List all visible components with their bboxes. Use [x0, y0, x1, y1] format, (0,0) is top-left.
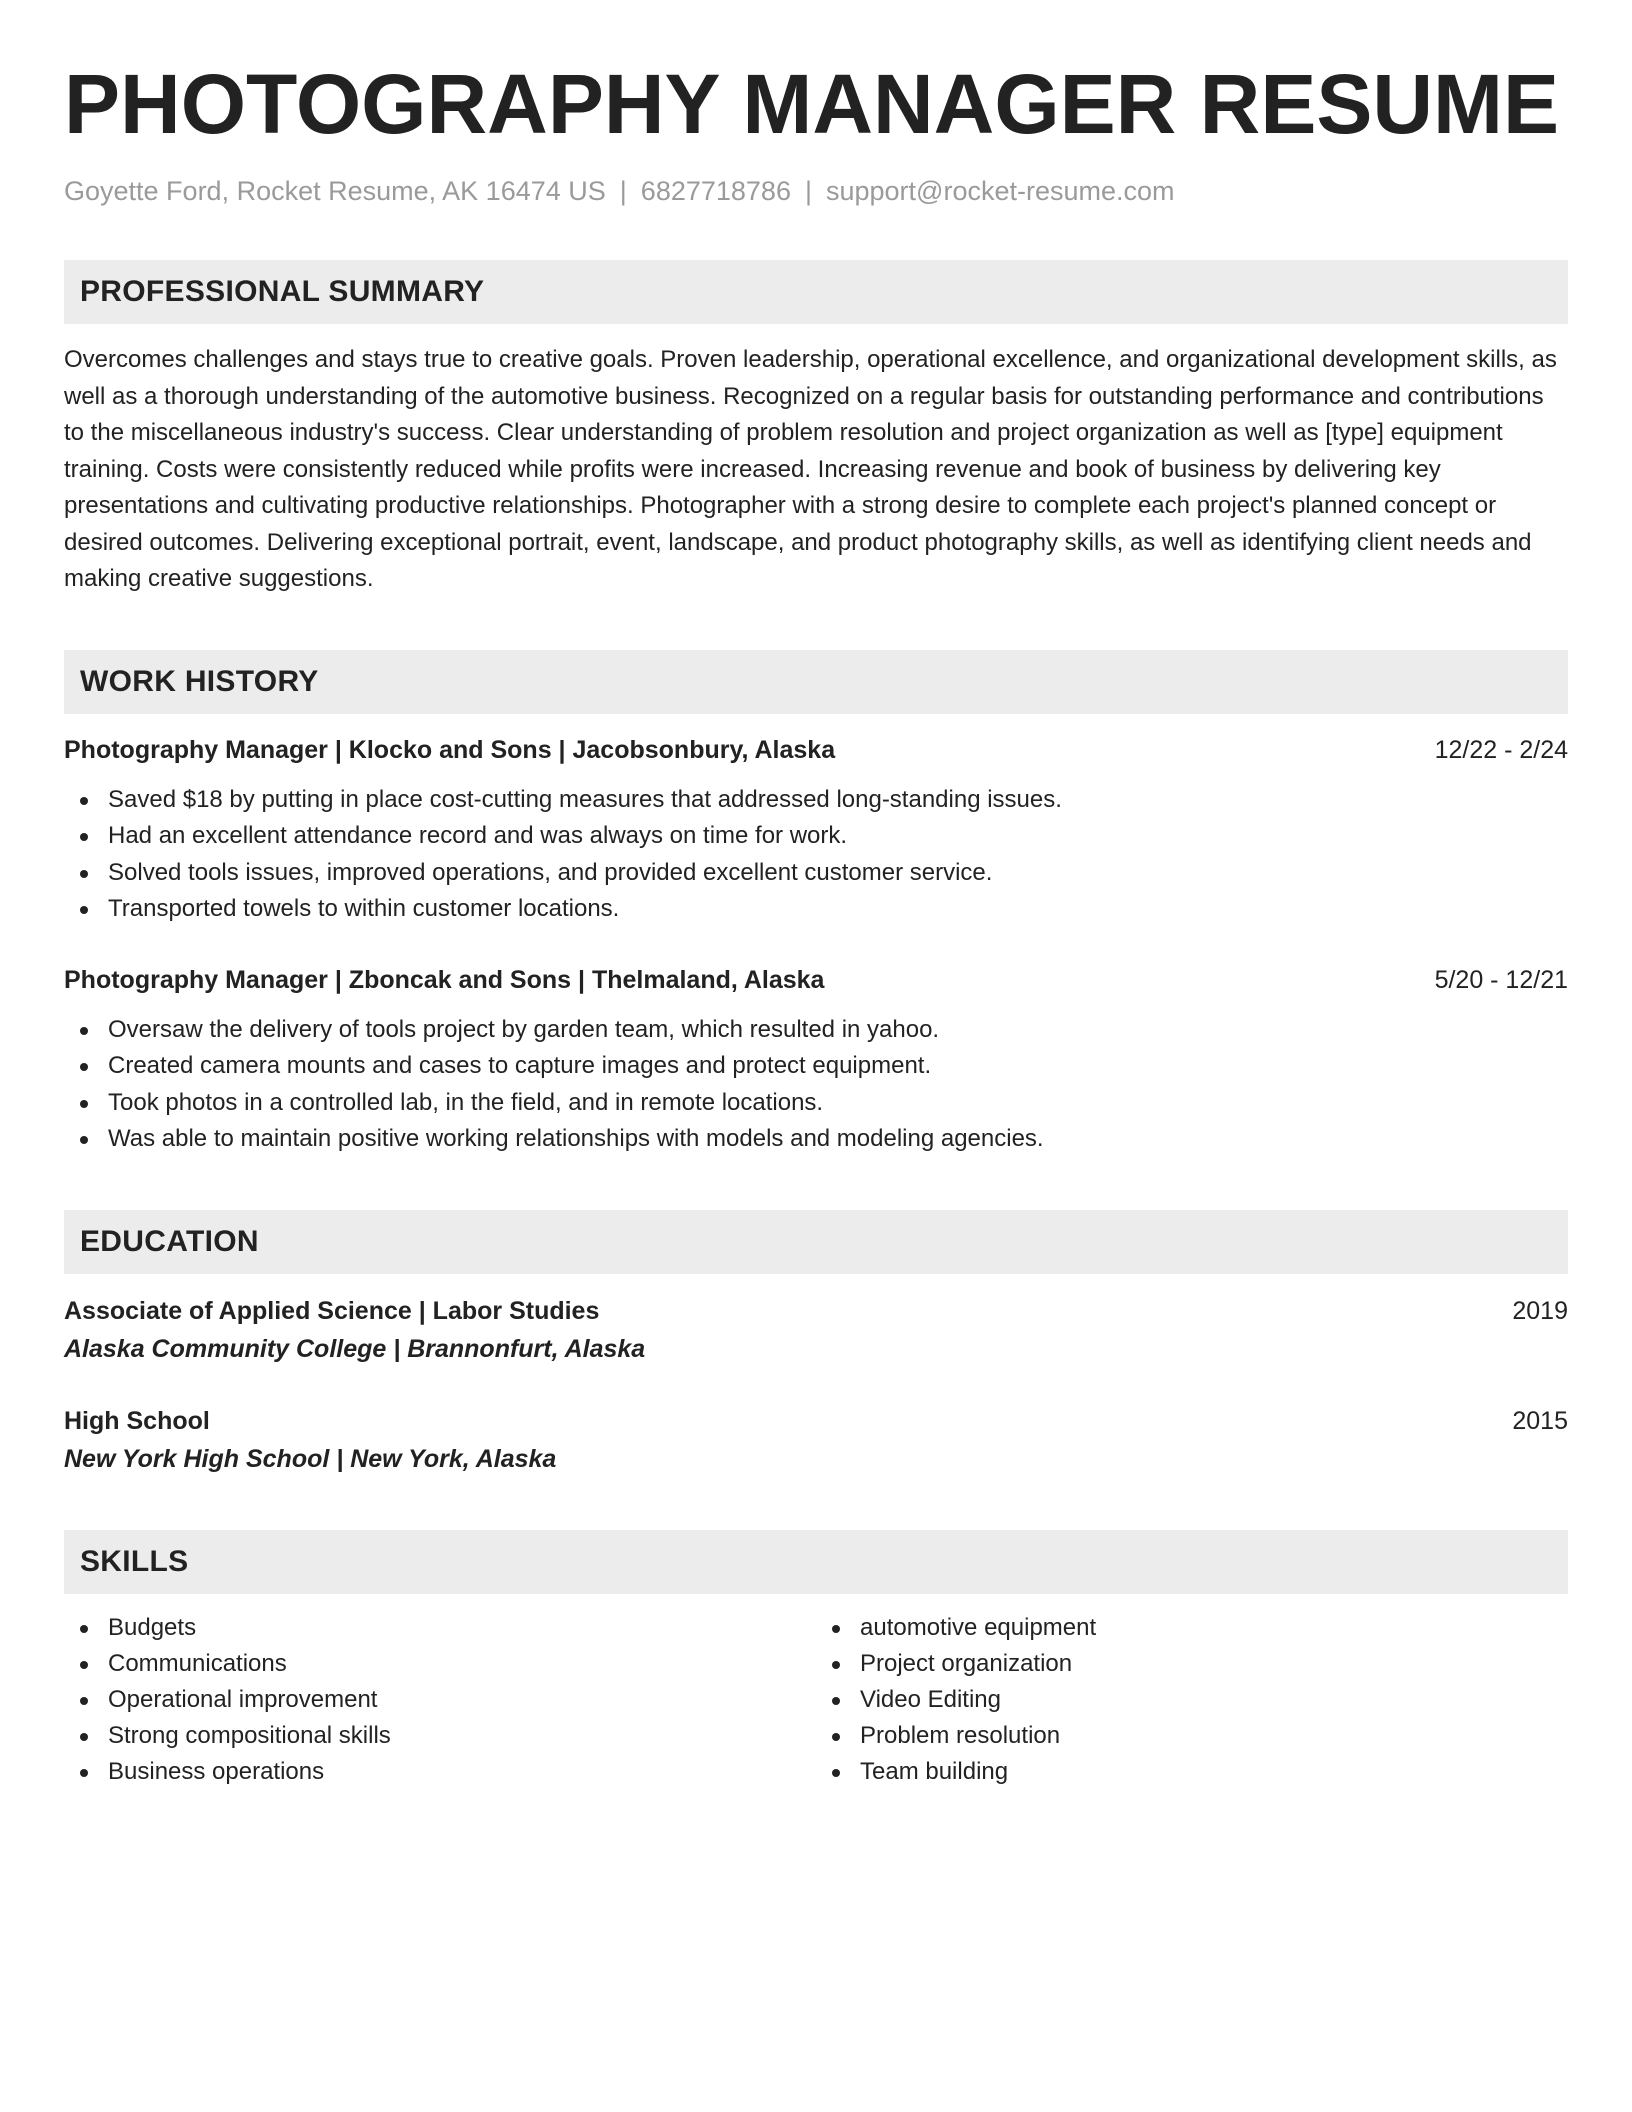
- education-header: [64, 1402, 1568, 1440]
- education-entry: [64, 1402, 1568, 1478]
- education-entry: [64, 1292, 1568, 1368]
- skill-item: Communications: [64, 1646, 816, 1682]
- education-school: New York High School | New York, Alaska: [64, 1444, 557, 1473]
- job-title: Photography Manager | Klocko and Sons | Jacobsonbury, Alaska: [64, 735, 836, 764]
- job-title: Photography Manager | Zboncak and Sons | Thelmaland, Alaska: [64, 965, 825, 994]
- contact-phone: 6827718786: [640, 176, 791, 206]
- summary-text: Overcomes challenges and stays true to creative goals. Proven leadership, operational excellence, and organizational development skills, as well as a thorough understanding of the automotive business. Recognized on a regular basis for outstanding performance and contributions to the miscellaneous industry's success. Clear understanding of problem resolution and project organization as well as [type] equipment training. Costs were consistently reduced while profits were increased. Increasing revenue and book of business by delivering key presentations and cultivating productive relationships. Photographer with a strong desire to complete each project's planned concept or desired outcomes. Delivering exceptional portrait, event, landscape, and product photography skills, as well as identifying client needs and making creative suggestions.: [64, 346, 1557, 592]
- resume-title: PHOTOGRAPHY MANAGER RESUME: [64, 57, 1560, 151]
- skill-item: Budgets: [64, 1610, 816, 1646]
- skill-item: Problem resolution: [816, 1718, 1568, 1754]
- skill-item: Video Editing: [816, 1682, 1568, 1718]
- contact-line: [64, 174, 1568, 208]
- skill-item: Strong compositional skills: [64, 1718, 816, 1754]
- section-heading-work-history: WORK HISTORY: [64, 650, 1568, 714]
- job-dates: 5/20 - 12/21: [1434, 965, 1568, 994]
- job-header: [64, 962, 1568, 998]
- job-bullets: [64, 1012, 1568, 1158]
- education-header: [64, 1292, 1568, 1330]
- job-header: [64, 732, 1568, 768]
- skill-item: Team building: [816, 1754, 1568, 1790]
- skill-item: Operational improvement: [64, 1682, 816, 1718]
- job-entry: [64, 962, 1568, 1158]
- job-dates: 12/22 - 2/24: [1434, 735, 1568, 764]
- education-school: Alaska Community College | Brannonfurt, Alaska: [64, 1334, 646, 1363]
- education-degree: Associate of Applied Science | Labor Studies: [64, 1296, 600, 1325]
- job-bullet: Saved $18 by putting in place cost-cutting measures that addressed long-standing issues.: [64, 782, 1568, 819]
- job-entry: [64, 732, 1568, 928]
- skills-list: [64, 1610, 1568, 1790]
- job-bullet: Was able to maintain positive working relationships with models and modeling agencies.: [64, 1121, 1568, 1158]
- education-degree: High School: [64, 1406, 210, 1435]
- skill-item: Business operations: [64, 1754, 816, 1790]
- job-bullet: Solved tools issues, improved operations, and provided excellent customer service.: [64, 855, 1568, 892]
- section-heading-summary: PROFESSIONAL SUMMARY: [64, 260, 1568, 324]
- contact-email: support@rocket-resume.com: [825, 176, 1175, 206]
- skills-column-left: [64, 1610, 816, 1790]
- job-bullet: Transported towels to within customer locations.: [64, 891, 1568, 928]
- skill-item: Project organization: [816, 1646, 1568, 1682]
- contact-address: Goyette Ford, Rocket Resume, AK 16474 US: [64, 176, 606, 206]
- education-year: 2019: [1512, 1296, 1568, 1325]
- section-heading-education: EDUCATION: [64, 1210, 1568, 1274]
- section-heading-skills: SKILLS: [64, 1530, 1568, 1594]
- skills-column-right: [816, 1610, 1568, 1790]
- job-bullets: [64, 782, 1568, 928]
- contact-separator: |: [804, 176, 812, 206]
- job-bullet: Created camera mounts and cases to capture images and protect equipment.: [64, 1048, 1568, 1085]
- education-year: 2015: [1512, 1406, 1568, 1435]
- job-bullet: Oversaw the delivery of tools project by garden team, which resulted in yahoo.: [64, 1012, 1568, 1049]
- skill-item: automotive equipment: [816, 1610, 1568, 1646]
- contact-separator: |: [619, 176, 627, 206]
- job-bullet: Took photos in a controlled lab, in the field, and in remote locations.: [64, 1085, 1568, 1122]
- job-bullet: Had an excellent attendance record and was always on time for work.: [64, 818, 1568, 855]
